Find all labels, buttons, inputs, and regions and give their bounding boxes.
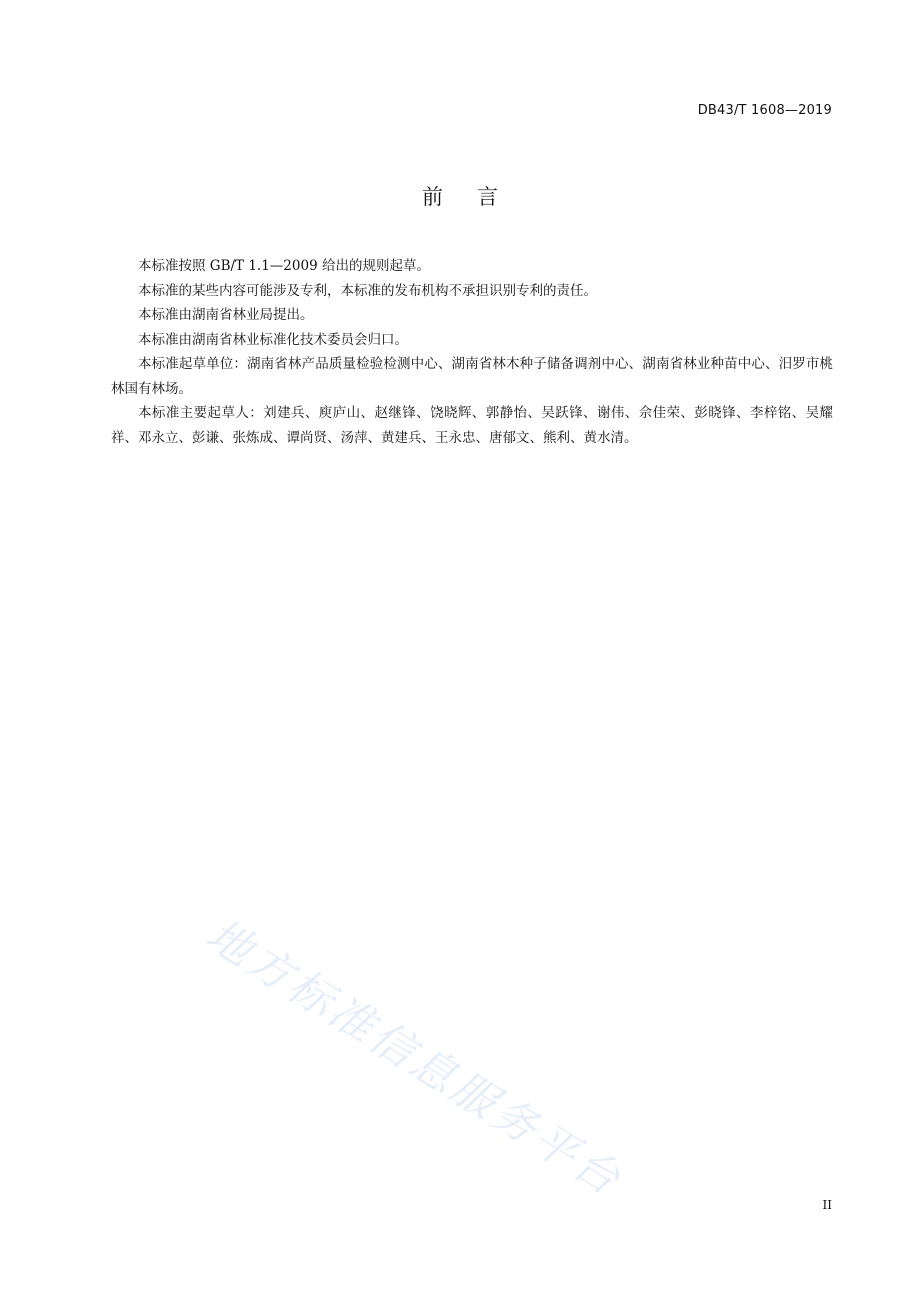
page-number: II: [822, 1198, 832, 1212]
paragraph-drafting-rules: 本标准按照 GB/T 1.1—2009 给出的规则起草。: [138, 258, 430, 274]
foreword-body: [111, 254, 833, 450]
watermark: 地方标准信息服务平台: [197, 909, 632, 1207]
paragraph-patent-notice: 本标准的某些内容可能涉及专利，本标准的发布机构不承担识别专利的责任。: [138, 282, 597, 299]
paragraph-drafters: 本标准主要起草人：刘建兵、庾庐山、赵继锋、饶晓辉、郭静怡、吴跃锋、谢伟、佘佳荣、彭晓锋、李梓铭、吴耀祥、邓永立、彭谦、张炼成、谭尚贤、汤萍、黄建兵、王永忠、唐郁文、熊利、黄水清。: [111, 405, 833, 446]
page-title: 前言: [422, 185, 532, 209]
paragraph-drafting-units: 本标准起草单位：湖南省林产品质量检验检测中心、湖南省林木种子储备调剂中心、湖南省林业种苗中心、汨罗市桃林国有林场。: [111, 356, 833, 397]
document-code: DB43/T 1608—2019: [697, 103, 832, 118]
paragraph-proposer: 本标准由湖南省林业局提出。: [138, 307, 314, 323]
paragraph-centralized-by: 本标准由湖南省林业标准化技术委员会归口。: [138, 331, 408, 348]
